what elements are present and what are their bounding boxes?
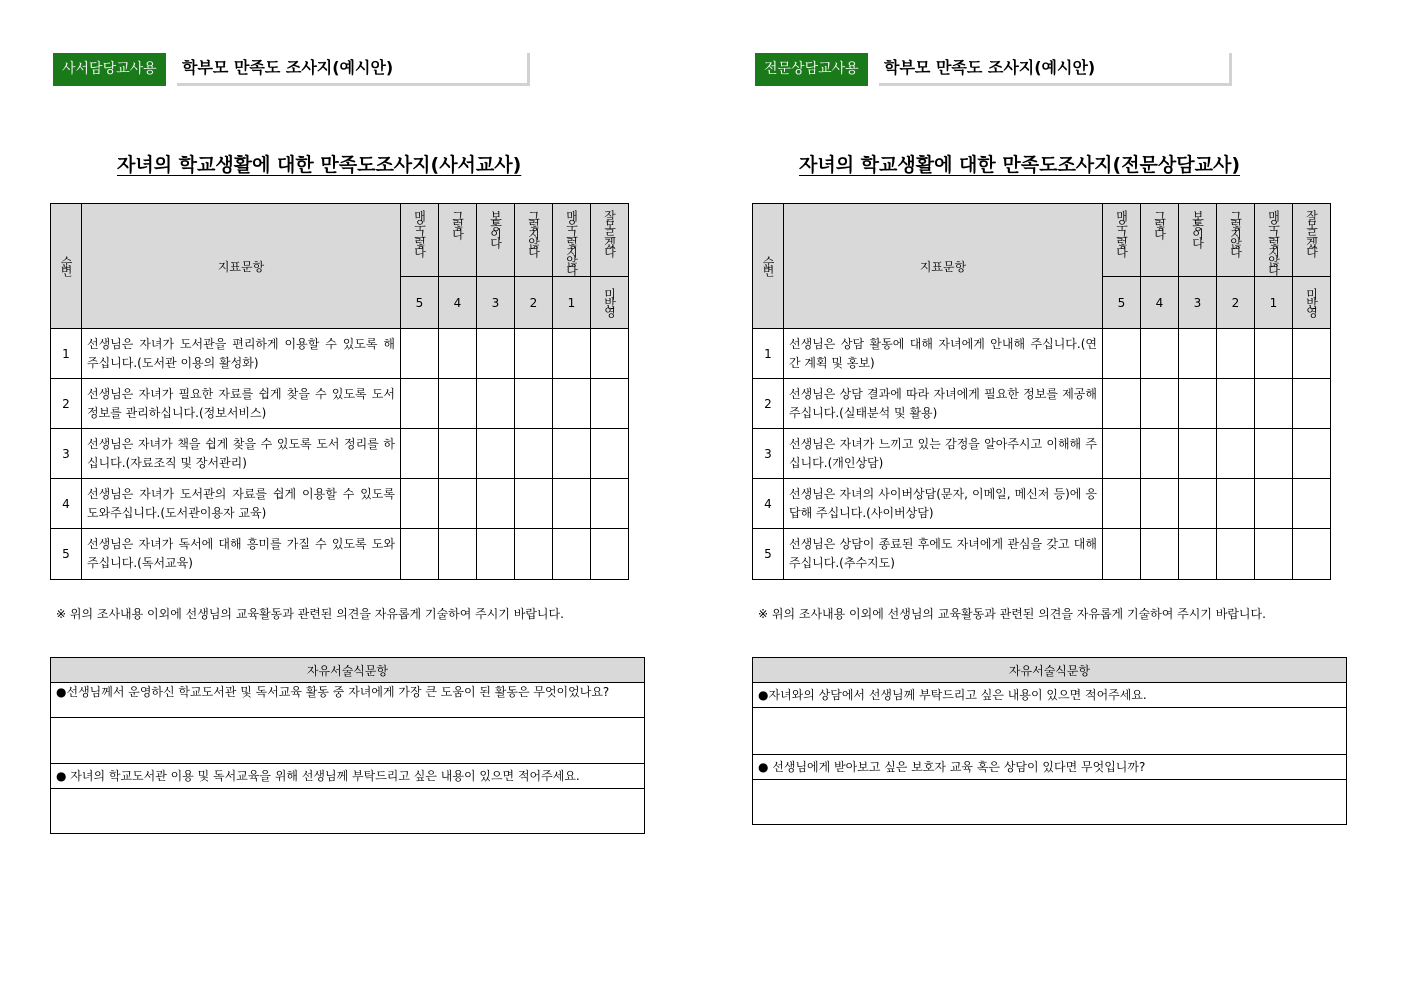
index-header: 순번 <box>761 255 775 274</box>
free-response-table <box>50 657 645 834</box>
table-row <box>51 329 629 379</box>
free-question-2: ● 선생님에게 받아보고 싶은 보호자 교육 혹은 상담이 있다면 무엇입니까? <box>753 755 1347 780</box>
header-title: 학부모 만족도 조사지(예시안) <box>879 53 1232 86</box>
score-label: 미반영 <box>602 287 617 315</box>
rating-cell-2[interactable] <box>515 529 553 580</box>
row-question: 선생님은 자녀가 필요한 자료를 쉽게 찾을 수 있도록 도서 정보를 관리하십니다.(정보서비스) <box>82 379 401 429</box>
librarian-survey-panel <box>0 0 700 992</box>
question-header: 지표문항 <box>784 204 1103 329</box>
table-row <box>753 429 1331 479</box>
row-number: 2 <box>753 379 784 429</box>
rating-cell-5[interactable] <box>401 529 439 580</box>
document-title: 자녀의 학교생활에 대한 만족도조사지(전문상담교사) <box>799 154 1241 176</box>
table-row <box>753 479 1331 529</box>
rating-cell-na[interactable] <box>591 529 629 580</box>
rating-cell-3[interactable] <box>477 529 515 580</box>
answer-box-1[interactable] <box>51 718 645 764</box>
rating-cell-na[interactable] <box>591 329 629 379</box>
score-label: 5 <box>1103 277 1141 329</box>
score-label: 2 <box>515 277 553 329</box>
score-label: 미반영 <box>1304 287 1319 315</box>
scale-label: 보통이다 <box>488 210 503 246</box>
row-question: 선생님은 자녀가 도서관의 자료를 쉽게 이용할 수 있도록 도와주십니다.(도서관이용자 교육) <box>82 479 401 529</box>
question-header: 지표문항 <box>82 204 401 329</box>
rating-cell-na[interactable] <box>1293 429 1331 479</box>
rating-cell-4[interactable] <box>439 429 477 479</box>
rating-cell-2[interactable] <box>1217 379 1255 429</box>
rating-cell-1[interactable] <box>553 529 591 580</box>
answer-box-1[interactable] <box>753 708 1347 755</box>
rating-cell-3[interactable] <box>1179 479 1217 529</box>
row-number: 3 <box>51 429 82 479</box>
scale-label: 매우그렇지않다 <box>1266 210 1281 273</box>
score-label: 4 <box>439 277 477 329</box>
rating-cell-2[interactable] <box>515 379 553 429</box>
row-question: 선생님은 상담이 종료된 후에도 자녀에게 관심을 갖고 대해 주십니다.(추수지도) <box>784 529 1103 580</box>
rating-cell-1[interactable] <box>1255 479 1293 529</box>
rating-cell-3[interactable] <box>1179 379 1217 429</box>
rating-cell-5[interactable] <box>401 379 439 429</box>
table-row <box>753 529 1331 580</box>
instruction-note: ※ 위의 조사내용 이외에 선생님의 교육활동과 관련된 의견을 자유롭게 기술하여 주시기 바랍니다. <box>56 607 564 621</box>
rating-cell-2[interactable] <box>1217 429 1255 479</box>
row-question: 선생님은 자녀가 책을 쉽게 찾을 수 있도록 도서 정리를 하십니다.(자료조직 및 장서관리) <box>82 429 401 479</box>
row-number: 2 <box>51 379 82 429</box>
document-title: 자녀의 학교생활에 대한 만족도조사지(사서교사) <box>117 154 522 176</box>
rating-cell-5[interactable] <box>401 479 439 529</box>
rating-cell-2[interactable] <box>515 479 553 529</box>
rating-cell-3[interactable] <box>477 379 515 429</box>
rating-cell-3[interactable] <box>1179 429 1217 479</box>
rating-cell-3[interactable] <box>477 479 515 529</box>
rating-cell-4[interactable] <box>439 329 477 379</box>
rating-cell-1[interactable] <box>553 429 591 479</box>
scale-label: 그렇다 <box>1152 210 1167 237</box>
free-question-1: ●선생님께서 운영하신 학교도서관 및 독서교육 활동 중 자녀에게 가장 큰 도움이 된 활동은 무엇이었나요? <box>51 683 645 718</box>
rating-cell-4[interactable] <box>1141 479 1179 529</box>
rating-cell-na[interactable] <box>1293 329 1331 379</box>
role-badge: 사서담당교사용 <box>53 53 166 86</box>
row-question: 선생님은 상담 결과에 따라 자녀에게 필요한 정보를 제공해 주십니다.(실태분석 및 활용) <box>784 379 1103 429</box>
rating-cell-3[interactable] <box>477 429 515 479</box>
rating-cell-1[interactable] <box>1255 429 1293 479</box>
scale-label: 매우그렇다 <box>1114 210 1129 255</box>
rating-cell-na[interactable] <box>591 429 629 479</box>
rating-cell-4[interactable] <box>1141 429 1179 479</box>
table-row <box>51 529 629 580</box>
free-response-header: 자유서술식문항 <box>753 658 1347 683</box>
rating-cell-2[interactable] <box>1217 329 1255 379</box>
rating-table <box>752 203 1331 580</box>
scale-label: 잘모르겠다 <box>602 210 617 255</box>
header-title: 학부모 만족도 조사지(예시안) <box>177 53 530 86</box>
scale-label: 그렇다 <box>450 210 465 237</box>
role-badge: 전문상담교사용 <box>755 53 868 86</box>
rating-cell-na[interactable] <box>1293 529 1331 580</box>
scale-label: 그렇지않다 <box>526 210 541 255</box>
rating-cell-1[interactable] <box>1255 329 1293 379</box>
score-label: 4 <box>1141 277 1179 329</box>
rating-cell-1[interactable] <box>1255 529 1293 580</box>
scale-label: 보통이다 <box>1190 210 1205 246</box>
rating-cell-5[interactable] <box>1103 479 1141 529</box>
table-row <box>51 429 629 479</box>
rating-cell-4[interactable] <box>1141 329 1179 379</box>
row-number: 1 <box>753 329 784 379</box>
rating-cell-na[interactable] <box>1293 379 1331 429</box>
rating-cell-5[interactable] <box>1103 329 1141 379</box>
rating-cell-1[interactable] <box>553 379 591 429</box>
rating-cell-na[interactable] <box>591 479 629 529</box>
row-question: 선생님은 자녀가 독서에 대해 흥미를 가질 수 있도록 도와주십니다.(독서교육) <box>82 529 401 580</box>
row-number: 5 <box>51 529 82 580</box>
table-row <box>753 379 1331 429</box>
score-label: 5 <box>401 277 439 329</box>
rating-cell-5[interactable] <box>1103 429 1141 479</box>
scale-label: 그렇지않다 <box>1228 210 1243 255</box>
rating-cell-3[interactable] <box>1179 329 1217 379</box>
free-response-table <box>752 657 1347 825</box>
scale-label: 잘모르겠다 <box>1304 210 1319 255</box>
score-label: 3 <box>477 277 515 329</box>
rating-cell-4[interactable] <box>439 379 477 429</box>
rating-cell-1[interactable] <box>1255 379 1293 429</box>
rating-cell-3[interactable] <box>1179 529 1217 580</box>
score-label: 1 <box>553 277 591 329</box>
rating-cell-1[interactable] <box>553 329 591 379</box>
answer-box-2[interactable] <box>51 789 645 834</box>
table-row <box>51 379 629 429</box>
instruction-note: ※ 위의 조사내용 이외에 선생님의 교육활동과 관련된 의견을 자유롭게 기술하여 주시기 바랍니다. <box>758 607 1266 621</box>
rating-cell-na[interactable] <box>1293 479 1331 529</box>
rating-table <box>50 203 629 580</box>
rating-cell-2[interactable] <box>1217 479 1255 529</box>
rating-cell-4[interactable] <box>439 479 477 529</box>
free-question-2: ● 자녀의 학교도서관 이용 및 독서교육을 위해 선생님께 부탁드리고 싶은 내용이 있으면 적어주세요. <box>51 764 645 789</box>
score-label: 1 <box>1255 277 1293 329</box>
index-header: 순번 <box>59 255 73 274</box>
free-response-header: 자유서술식문항 <box>51 658 645 683</box>
rating-cell-2[interactable] <box>515 429 553 479</box>
table-row <box>753 329 1331 379</box>
score-label: 2 <box>1217 277 1255 329</box>
row-question: 선생님은 상담 활동에 대해 자녀에게 안내해 주십니다.(연간 계획 및 홍보) <box>784 329 1103 379</box>
counselor-survey-panel <box>702 0 1402 992</box>
rating-cell-5[interactable] <box>401 329 439 379</box>
rating-cell-4[interactable] <box>1141 379 1179 429</box>
rating-cell-2[interactable] <box>1217 529 1255 580</box>
rating-cell-4[interactable] <box>439 529 477 580</box>
rating-cell-1[interactable] <box>553 479 591 529</box>
rating-cell-5[interactable] <box>1103 529 1141 580</box>
answer-box-2[interactable] <box>753 780 1347 825</box>
row-number: 3 <box>753 429 784 479</box>
rating-cell-na[interactable] <box>591 379 629 429</box>
rating-cell-5[interactable] <box>401 429 439 479</box>
row-question: 선생님은 자녀의 사이버상담(문자, 이메일, 메신저 등)에 응답해 주십니다.(사이버상담) <box>784 479 1103 529</box>
row-number: 5 <box>753 529 784 580</box>
rating-cell-3[interactable] <box>477 329 515 379</box>
rating-cell-2[interactable] <box>515 329 553 379</box>
score-label: 3 <box>1179 277 1217 329</box>
rating-cell-5[interactable] <box>1103 379 1141 429</box>
row-number: 4 <box>51 479 82 529</box>
row-question: 선생님은 자녀가 느끼고 있는 감정을 알아주시고 이해해 주십니다.(개인상담) <box>784 429 1103 479</box>
row-question: 선생님은 자녀가 도서관을 편리하게 이용할 수 있도록 해 주십니다.(도서관 이용의 활성화) <box>82 329 401 379</box>
row-number: 4 <box>753 479 784 529</box>
scale-label: 매우그렇다 <box>412 210 427 255</box>
rating-cell-4[interactable] <box>1141 529 1179 580</box>
scale-label: 매우그렇지않다 <box>564 210 579 273</box>
row-number: 1 <box>51 329 82 379</box>
free-question-1: ●자녀와의 상담에서 선생님께 부탁드리고 싶은 내용이 있으면 적어주세요. <box>753 683 1347 708</box>
table-row <box>51 479 629 529</box>
